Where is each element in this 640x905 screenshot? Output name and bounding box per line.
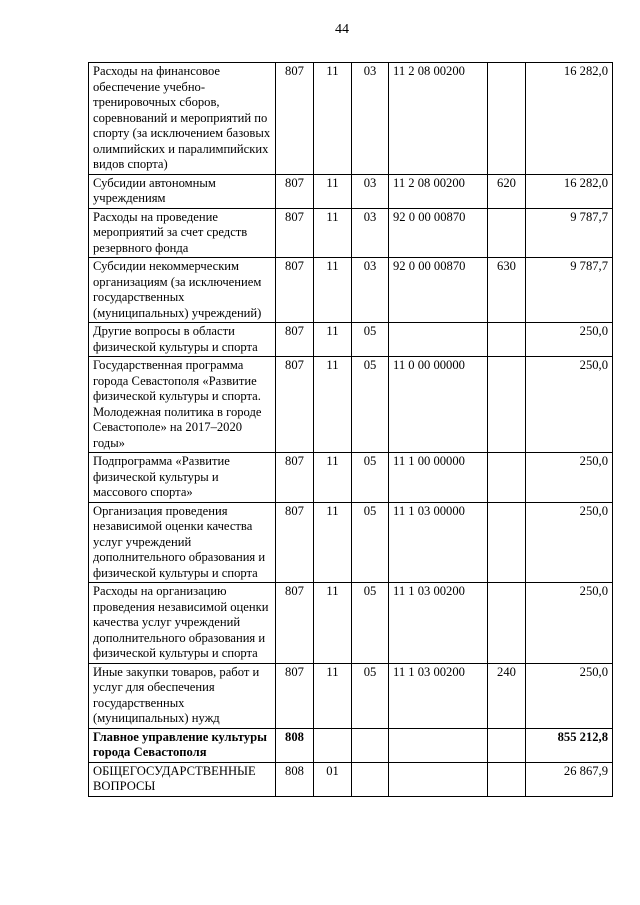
table-row [89,174,613,208]
cell-expense-name: Иные закупки товаров, работ и услуг для обеспечения государственных (муниципальных) нужд [89,663,276,728]
cell-target-item-code: 11 2 08 00200 [389,174,488,208]
cell-expense-name: Субсидии автономным учреждениям [89,174,276,208]
cell-section-code [314,728,352,762]
cell-target-item-code: 92 0 00 00870 [389,208,488,258]
cell-target-item-code: 92 0 00 00870 [389,258,488,323]
cell-expense-name: Расходы на финансовое обеспечение учебно-тренировочных сборов, соревнований и мероприятий по спорту (за исключением базовых олимпийских и паралимпийских видов спорта) [89,63,276,175]
cell-department-code: 807 [276,502,314,583]
cell-subsection-code: 03 [352,174,389,208]
cell-expense-type-code [488,208,526,258]
cell-amount: 250,0 [526,663,613,728]
cell-subsection-code: 05 [352,453,389,503]
cell-expense-type-code [488,583,526,664]
cell-subsection-code: 03 [352,63,389,175]
cell-subsection-code: 03 [352,258,389,323]
cell-subsection-code: 05 [352,357,389,453]
cell-section-code: 11 [314,453,352,503]
cell-expense-type-code: 630 [488,258,526,323]
table-row [89,63,613,175]
cell-expense-type-code [488,323,526,357]
cell-subsection-code [352,762,389,796]
cell-target-item-code: 11 1 00 00000 [389,453,488,503]
cell-target-item-code: 11 0 00 00000 [389,357,488,453]
cell-expense-name: Организация проведения независимой оценки качества услуг учреждений дополнительного образования и физической культуры и спорта [89,502,276,583]
cell-amount: 9 787,7 [526,208,613,258]
cell-section-code: 11 [314,174,352,208]
cell-expense-name: Другие вопросы в области физической культуры и спорта [89,323,276,357]
cell-expense-name: Расходы на проведение мероприятий за счет средств резервного фонда [89,208,276,258]
cell-subsection-code: 03 [352,208,389,258]
cell-amount: 250,0 [526,502,613,583]
cell-department-code: 807 [276,663,314,728]
cell-subsection-code: 05 [352,502,389,583]
table-row [89,453,613,503]
cell-amount: 26 867,9 [526,762,613,796]
cell-department-code: 807 [276,208,314,258]
cell-department-code: 807 [276,63,314,175]
cell-department-code: 807 [276,323,314,357]
cell-section-code: 11 [314,258,352,323]
cell-department-code: 807 [276,453,314,503]
cell-expense-name: ОБЩЕГОСУДАРСТВЕННЫЕ ВОПРОСЫ [89,762,276,796]
table-row [89,258,613,323]
cell-section-code: 11 [314,502,352,583]
table-row [89,663,613,728]
table-row [89,323,613,357]
cell-expense-type-code [488,502,526,583]
cell-expense-type-code: 620 [488,174,526,208]
cell-department-code: 808 [276,728,314,762]
cell-department-code: 807 [276,357,314,453]
cell-target-item-code [389,762,488,796]
cell-expense-type-code [488,63,526,175]
table-row [89,208,613,258]
cell-section-code: 11 [314,63,352,175]
cell-target-item-code: 11 2 08 00200 [389,63,488,175]
cell-section-code: 11 [314,323,352,357]
cell-amount: 250,0 [526,323,613,357]
cell-subsection-code: 05 [352,583,389,664]
cell-target-item-code: 11 1 03 00200 [389,583,488,664]
cell-section-code: 11 [314,663,352,728]
cell-target-item-code: 11 1 03 00200 [389,663,488,728]
cell-amount: 16 282,0 [526,63,613,175]
cell-amount: 855 212,8 [526,728,613,762]
cell-amount: 250,0 [526,453,613,503]
cell-expense-name: Государственная программа города Севастополя «Развитие физической культуры и спорта. Молодежная политика в городе Севастополе» на 2017–2020 годы» [89,357,276,453]
cell-expense-type-code [488,762,526,796]
cell-subsection-code [352,728,389,762]
cell-subsection-code: 05 [352,663,389,728]
cell-amount: 9 787,7 [526,258,613,323]
table-row [89,357,613,453]
cell-subsection-code: 05 [352,323,389,357]
cell-section-code: 11 [314,583,352,664]
page-number: 44 [335,22,349,37]
table-row [89,728,613,762]
cell-section-code: 11 [314,357,352,453]
cell-amount: 250,0 [526,583,613,664]
cell-expense-name: Расходы на организацию проведения независимой оценки качества услуг учреждений дополнительного образования и физической культуры и спорта [89,583,276,664]
cell-expense-name: Субсидии некоммерческим организациям (за исключением государственных (муниципальных) учреждений) [89,258,276,323]
table-row [89,762,613,796]
cell-target-item-code [389,728,488,762]
cell-expense-type-code [488,453,526,503]
cell-expense-type-code: 240 [488,663,526,728]
cell-expense-name: Главное управление культуры города Севастополя [89,728,276,762]
cell-expense-type-code [488,728,526,762]
cell-expense-type-code [488,357,526,453]
cell-department-code: 807 [276,174,314,208]
cell-amount: 250,0 [526,357,613,453]
cell-amount: 16 282,0 [526,174,613,208]
budget-table [88,62,613,797]
table-row [89,583,613,664]
cell-section-code: 11 [314,208,352,258]
cell-target-item-code: 11 1 03 00000 [389,502,488,583]
cell-department-code: 807 [276,258,314,323]
cell-section-code: 01 [314,762,352,796]
cell-department-code: 807 [276,583,314,664]
cell-department-code: 808 [276,762,314,796]
cell-target-item-code [389,323,488,357]
budget-table-body [89,63,613,797]
table-row [89,502,613,583]
cell-expense-name: Подпрограмма «Развитие физической культуры и массового спорта» [89,453,276,503]
